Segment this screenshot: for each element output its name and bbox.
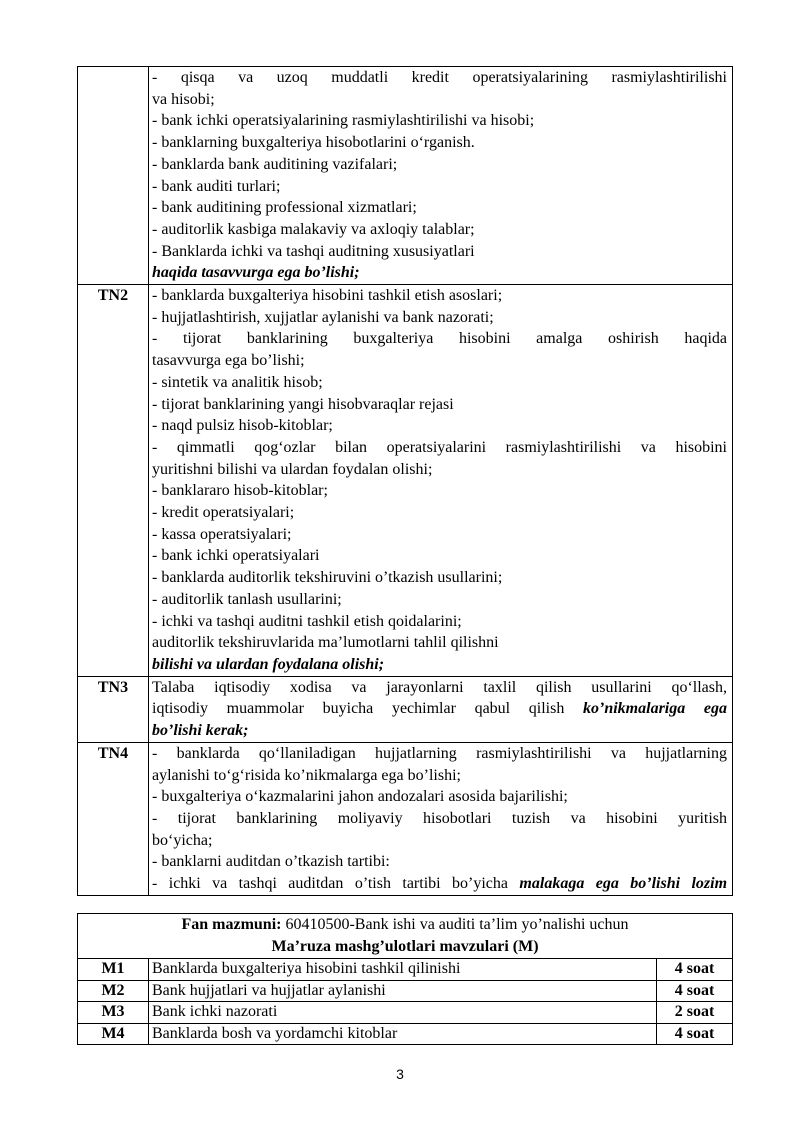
outcome-line xyxy=(152,720,727,742)
outcome-line-text: - bank auditining professional xizmatlari; xyxy=(152,199,417,217)
lecture-topic: Banklarda buxgalteriya hisobini tashkil qilinishi xyxy=(149,959,657,981)
outcome-line-text: - hujjatlashtirish, xujjatlar aylanishi va bank nazorati; xyxy=(152,308,494,326)
outcome-line-text: - buxgalteriya o‘kazmalarini jahon andozalari asosida bajarilishi; xyxy=(152,788,568,806)
outcome-row xyxy=(78,67,733,285)
outcome-line xyxy=(152,545,727,567)
outcome-line-text: - banklarda buxgalteriya hisobini tashkil etish asoslari; xyxy=(152,287,503,305)
outcome-line xyxy=(152,176,727,198)
outcome-line-text: - banklarda auditorlik tekshiruvini o’tkazish usullarini; xyxy=(152,569,503,587)
outcome-line-text: - banklarda bank auditining vazifalari; xyxy=(152,155,398,173)
course-content-title-prefix: Fan mazmuni: xyxy=(181,916,282,933)
outcome-line xyxy=(152,67,727,89)
outcome-line xyxy=(152,654,727,676)
outcome-line xyxy=(152,350,727,372)
outcome-line xyxy=(152,110,727,132)
outcome-line-text: bilishi va ulardan foydalana olishi; xyxy=(152,655,385,673)
outcome-line-text: - sintetik va analitik hisob; xyxy=(152,373,323,391)
outcome-line xyxy=(152,524,727,546)
outcome-line xyxy=(152,502,727,524)
page-number: 3 xyxy=(396,1066,404,1082)
lecture-topic: Bank hujjatlari va hujjatlar aylanishi xyxy=(149,980,657,1002)
outcome-line-text: auditorlik tekshiruvlarida ma’lumotlarni tahlil qilishni xyxy=(152,634,499,652)
course-content-body xyxy=(78,914,733,1045)
outcome-line-text: - kredit operatsiyalari; xyxy=(152,504,295,522)
lecture-row xyxy=(78,980,733,1002)
outcome-line xyxy=(152,437,727,459)
outcome-line-text: - kassa operatsiyalari; xyxy=(152,525,292,543)
outcome-line xyxy=(152,480,727,502)
learning-outcomes-table xyxy=(77,66,733,896)
outcome-line-text: - bank ichki operatsiyalarining rasmiylashtirilishi va hisobi; xyxy=(152,112,535,130)
outcome-line-text: - bank ichki operatsiyalari xyxy=(152,547,320,565)
outcome-line xyxy=(152,567,727,589)
outcome-row xyxy=(78,742,733,895)
outcome-line xyxy=(152,241,727,263)
outcome-line xyxy=(152,394,727,416)
outcome-line xyxy=(152,372,727,394)
outcome-line-text: Talaba iqtisodiy xodisa va jarayonlarni taxlil qilish usullarini qo‘llash, xyxy=(152,678,727,696)
outcome-line-emphasis: malakaga ega bo’lishi lozim xyxy=(519,875,728,893)
outcome-line-text: - qisqa va uzoq muddatli kredit operatsiyalarining rasmiylashtirilishi xyxy=(152,69,727,86)
outcome-line xyxy=(152,873,727,895)
outcome-line-text: - Banklarda ichki va tashqi auditning xususiyatlari xyxy=(152,242,475,260)
outcome-line-text: - banklarni auditdan o’tkazish tartibi: xyxy=(152,853,390,871)
outcome-line-text: - naqd pulsiz hisob-kitoblar; xyxy=(152,417,333,435)
outcome-line xyxy=(152,89,727,111)
outcome-line xyxy=(152,808,727,830)
outcome-line xyxy=(152,132,727,154)
lecture-row xyxy=(78,1002,733,1024)
outcome-line xyxy=(152,743,727,765)
outcome-line-text: - ichki va tashqi auditdan o’tish tartibi bo’yicha xyxy=(152,875,520,893)
outcome-line xyxy=(152,415,727,437)
outcome-line-text: - ichki va tashqi auditni tashkil etish qoidalarini; xyxy=(152,612,462,630)
outcome-line xyxy=(152,611,727,633)
lecture-hours: 4 soat xyxy=(657,980,733,1002)
outcome-description xyxy=(149,742,733,895)
course-content-header-row xyxy=(78,914,733,959)
outcome-description xyxy=(149,285,733,677)
outcome-line xyxy=(152,262,727,284)
outcome-line xyxy=(152,589,727,611)
outcome-line xyxy=(152,459,727,481)
outcome-line-text: - bank auditi turlari; xyxy=(152,177,281,195)
lecture-topics-subtitle: Ma’ruza mashg’ulotlari mavzulari (M) xyxy=(271,938,539,955)
outcome-line-emphasis: ko’nikmalariga ega xyxy=(583,700,727,718)
outcome-line xyxy=(152,851,727,873)
outcome-line xyxy=(152,765,727,787)
outcome-line xyxy=(152,197,727,219)
outcome-line-text: va hisobi; xyxy=(152,90,215,108)
lecture-topic: Bank ichki nazorati xyxy=(149,1002,657,1024)
lecture-code: M2 xyxy=(78,980,149,1002)
outcome-line xyxy=(152,154,727,176)
outcome-code: TN2 xyxy=(78,285,149,677)
outcome-line xyxy=(152,698,727,720)
outcome-line xyxy=(152,328,727,350)
course-content-title: 60410500-Bank ishi va auditi ta’lim yo’nalishi uchun xyxy=(281,916,629,933)
outcome-line-text: - tijorat banklarining buxgalteriya hisobini amalga oshirish haqida xyxy=(152,330,727,348)
outcome-row xyxy=(78,676,733,742)
outcome-line xyxy=(152,786,727,808)
outcome-line-text: haqida tasavvurga ega bo’lishi; xyxy=(152,264,360,282)
lecture-topic: Banklarda bosh va yordamchi kitoblar xyxy=(149,1023,657,1045)
outcome-line-text: - tijorat banklarining moliyaviy hisobotlari tuzish va hisobini yuritish xyxy=(152,809,727,827)
outcome-code: TN3 xyxy=(78,676,149,742)
outcome-line-text: yuritishni bilishi va ulardan foydalan olishi; xyxy=(152,460,433,478)
outcome-line-text: iqtisodiy muammolar buyicha yechimlar qabul qilish xyxy=(152,700,583,718)
lecture-code: M1 xyxy=(78,959,149,981)
outcome-code xyxy=(78,67,149,285)
outcome-description xyxy=(149,67,733,285)
outcome-code: TN4 xyxy=(78,742,149,895)
course-content-header xyxy=(78,914,733,959)
outcome-line-text: - auditorlik tanlash usullarini; xyxy=(152,590,342,608)
lecture-code: M3 xyxy=(78,1002,149,1024)
outcome-line-text: tasavvurga ega bo’lishi; xyxy=(152,352,305,370)
outcome-line xyxy=(152,632,727,654)
outcome-line-text: - tijorat banklarining yangi hisobvaraqlar rejasi xyxy=(152,395,454,413)
course-content-table xyxy=(77,913,733,1045)
learning-outcomes-body xyxy=(78,67,733,896)
lecture-hours: 2 soat xyxy=(657,1002,733,1024)
outcome-line-text: - banklarda qo‘llaniladigan hujjatlarning rasmiylashtirilishi va hujjatlarning xyxy=(152,744,727,762)
outcome-line xyxy=(152,677,727,699)
outcome-line xyxy=(152,830,727,852)
outcome-line-text: - banklarning buxgalteriya hisobotlarini o‘rganish. xyxy=(152,134,475,152)
outcome-line xyxy=(152,307,727,329)
outcome-line xyxy=(152,285,727,307)
outcome-line-text: bo‘yicha; xyxy=(152,831,213,849)
outcome-description xyxy=(149,676,733,742)
outcome-line-text: - qimmatli qog‘ozlar bilan operatsiyalarini rasmiylashtirilishi va hisobini xyxy=(152,438,727,456)
outcome-row xyxy=(78,285,733,677)
lecture-row xyxy=(78,959,733,981)
outcome-line xyxy=(152,219,727,241)
outcome-line-text: - auditorlik kasbiga malakaviy va axloqiy talablar; xyxy=(152,220,475,238)
lecture-hours: 4 soat xyxy=(657,1023,733,1045)
outcome-line-text: bo’lishi kerak; xyxy=(152,722,249,740)
lecture-row xyxy=(78,1023,733,1045)
outcome-line-text: - banklararo hisob-kitoblar; xyxy=(152,482,328,500)
outcome-line-text: aylanishi to‘g‘risida ko’nikmalarga ega bo’lishi; xyxy=(152,766,461,784)
lecture-code: M4 xyxy=(78,1023,149,1045)
lecture-hours: 4 soat xyxy=(657,959,733,981)
